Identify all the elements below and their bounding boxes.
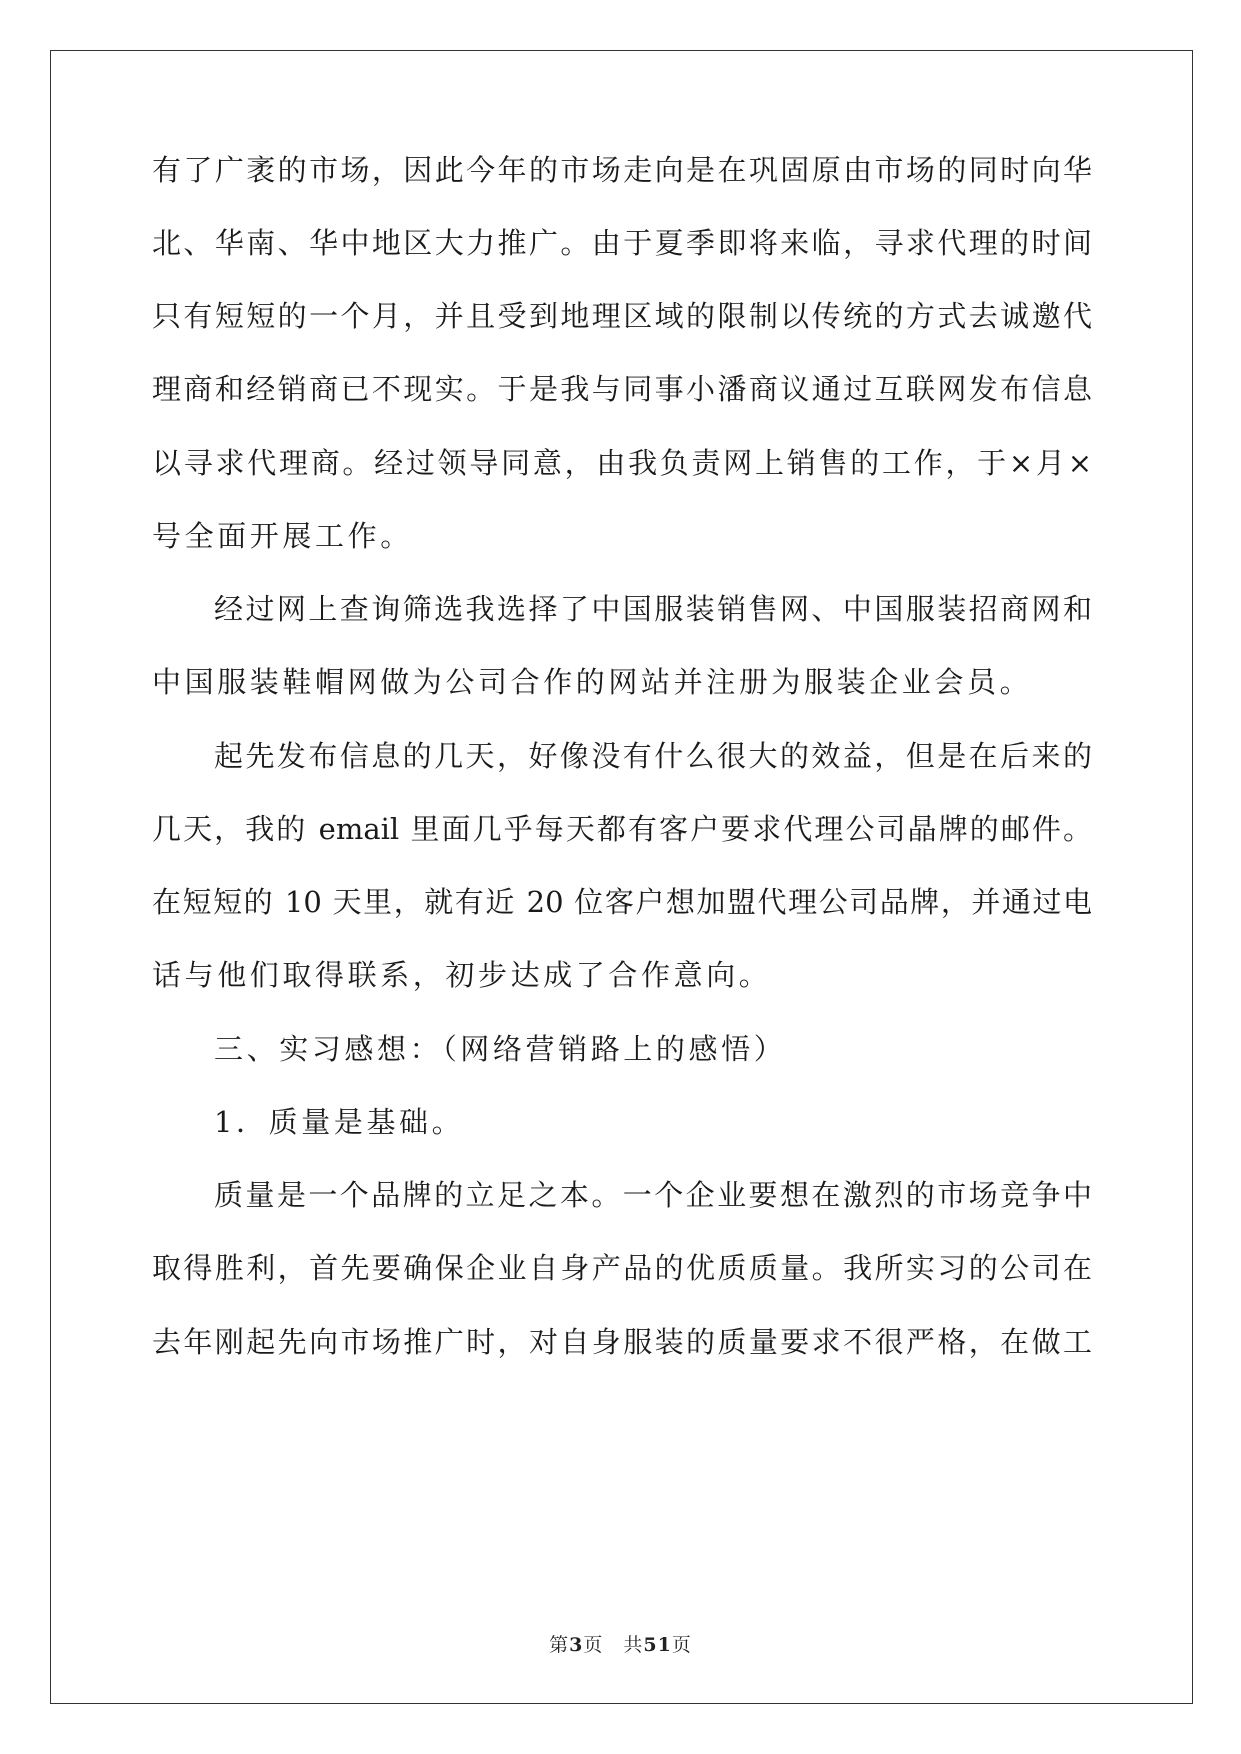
paragraph-first-line: 经过网上查询筛选我选择了中国服装销售网、中国服装招商网和 <box>214 592 1092 626</box>
text-line: 只有短短的一个月，并且受到地理区域的限制以传统的方式去诚邀代 <box>152 299 1092 333</box>
text-line: 几天，我的 email 里面几乎每天都有客户要求代理公司晶牌的邮件。 <box>152 812 1092 846</box>
text-line: 有了广袤的市场，因此今年的市场走向是在巩固原由市场的同时向华 <box>152 153 1092 187</box>
page-total: 51 <box>643 1634 672 1656</box>
text-line: 号全面开展工作。 <box>152 519 413 553</box>
footer-prefix: 第 <box>549 1634 570 1656</box>
text-line: 话与他们取得联系，初步达成了合作意向。 <box>152 958 772 992</box>
text-line: 中国服装鞋帽网做为公司合作的网站并注册为服装企业会员。 <box>152 665 1033 699</box>
text-line: 北、华南、华中地区大力推广。由于夏季即将来临，寻求代理的时间 <box>152 226 1092 260</box>
text-line: 去年刚起先向市场推广时，对自身服装的质量要求不很严格，在做工 <box>152 1325 1092 1359</box>
paragraph-first-line: 起先发布信息的几天，好像没有什么很大的效益，但是在后来的 <box>214 739 1092 773</box>
text-line: 取得胜利，首先要确保企业自身产品的优质质量。我所实习的公司在 <box>152 1251 1092 1285</box>
text-line: 以寻求代理商。经过领导同意，由我负责网上销售的工作，于×月× <box>152 446 1092 480</box>
paragraph-first-line: 质量是一个品牌的立足之本。一个企业要想在激烈的市场竞争中 <box>214 1178 1092 1212</box>
section-heading: 三、实习感想：（网络营销路上的感悟） <box>214 1032 787 1066</box>
page-number: 3 <box>569 1634 584 1656</box>
subsection-heading: 1．质量是基础。 <box>214 1105 465 1139</box>
text-line: 理商和经销商已不现实。于是我与同事小潘商议通过互联网发布信息 <box>152 372 1092 406</box>
text-line: 在短短的 10 天里，就有近 20 位客户想加盟代理公司品牌，并通过电 <box>152 885 1092 919</box>
page-footer <box>0 1633 1241 1657</box>
footer-suffix: 页 <box>671 1634 692 1656</box>
footer-mid: 页 共 <box>583 1634 644 1656</box>
